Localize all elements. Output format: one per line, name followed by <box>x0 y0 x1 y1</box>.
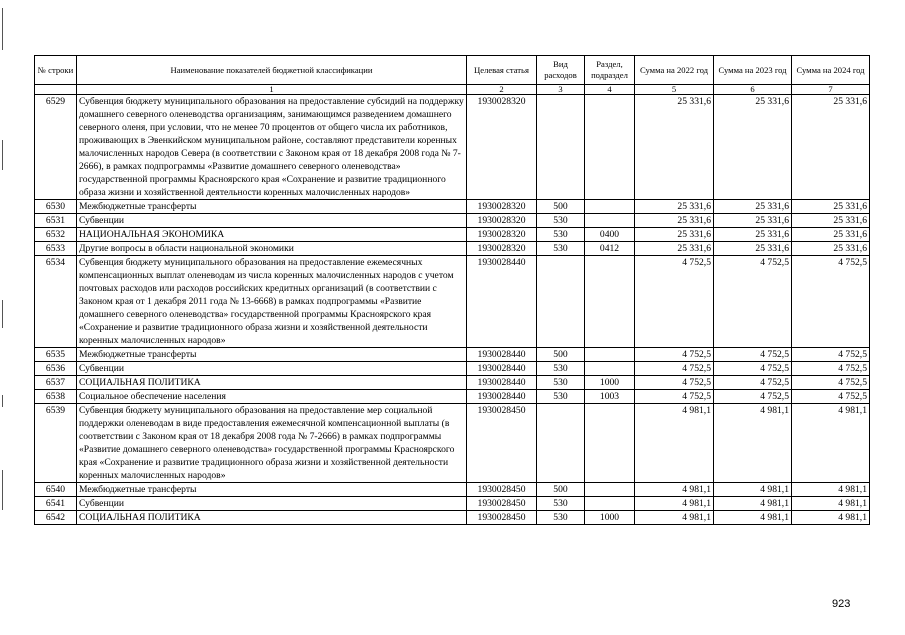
margin-scan-mark <box>2 395 3 407</box>
row-number: 6529 <box>35 95 77 200</box>
row-sum-2024: 25 331,6 <box>792 214 870 228</box>
page-number: 923 <box>832 598 851 610</box>
row-name: Субвенции <box>77 214 467 228</box>
table-row <box>35 348 870 362</box>
row-target-article: 1930028320 <box>467 214 537 228</box>
row-expense-kind: 530 <box>537 511 585 525</box>
row-section <box>585 362 635 376</box>
row-sum-2024: 4 752,5 <box>792 376 870 390</box>
row-sum-2024: 25 331,6 <box>792 95 870 200</box>
row-target-article: 1930028450 <box>467 497 537 511</box>
row-number: 6531 <box>35 214 77 228</box>
row-expense-kind <box>537 404 585 483</box>
row-expense-kind: 500 <box>537 483 585 497</box>
row-section <box>585 214 635 228</box>
row-sum-2024: 4 752,5 <box>792 390 870 404</box>
row-section <box>585 497 635 511</box>
row-target-article: 1930028320 <box>467 95 537 200</box>
row-expense-kind: 530 <box>537 390 585 404</box>
row-number: 6535 <box>35 348 77 362</box>
margin-scan-mark <box>2 470 3 510</box>
row-sum-2022: 4 752,5 <box>635 362 714 376</box>
row-expense-kind <box>537 256 585 348</box>
column-number <box>35 85 77 95</box>
column-number-row <box>35 85 870 95</box>
table-row <box>35 497 870 511</box>
row-sum-2022: 25 331,6 <box>635 242 714 256</box>
row-number: 6532 <box>35 228 77 242</box>
row-section: 1000 <box>585 376 635 390</box>
row-sum-2024: 4 752,5 <box>792 362 870 376</box>
table-row <box>35 404 870 483</box>
row-name: Субвенция бюджету муниципального образования на предоставление ежемесячных компенсационных выплат оленеводам из числа коренных малочисленных народов с учетом почтовых расходов или расходов российских кредитных организаций (в соответствии с Законом края от 1 декабря 2011 года № 13-6668) в рамках подпрограммы «Развитие домашнего северного оленеводства» государственной программы Красноярского края «Сохранение и развитие традиционного образа жизни и хозяйственной деятельности коренных малочисленных народов» <box>77 256 467 348</box>
row-target-article: 1930028450 <box>467 483 537 497</box>
row-number: 6530 <box>35 200 77 214</box>
row-sum-2022: 4 752,5 <box>635 348 714 362</box>
row-sum-2024: 4 752,5 <box>792 256 870 348</box>
row-name: Межбюджетные трансферты <box>77 483 467 497</box>
table-row <box>35 256 870 348</box>
row-number: 6534 <box>35 256 77 348</box>
row-sum-2022: 4 981,1 <box>635 404 714 483</box>
row-name: СОЦИАЛЬНАЯ ПОЛИТИКА <box>77 511 467 525</box>
row-number: 6540 <box>35 483 77 497</box>
column-number: 2 <box>467 85 537 95</box>
column-number: 4 <box>585 85 635 95</box>
table-row <box>35 228 870 242</box>
row-target-article: 1930028320 <box>467 242 537 256</box>
row-sum-2023: 25 331,6 <box>714 214 792 228</box>
row-sum-2024: 4 981,1 <box>792 483 870 497</box>
row-section: 0412 <box>585 242 635 256</box>
row-section <box>585 483 635 497</box>
row-target-article: 1930028320 <box>467 228 537 242</box>
table-row <box>35 390 870 404</box>
row-section: 0400 <box>585 228 635 242</box>
row-number: 6536 <box>35 362 77 376</box>
row-name: СОЦИАЛЬНАЯ ПОЛИТИКА <box>77 376 467 390</box>
row-sum-2024: 4 981,1 <box>792 511 870 525</box>
table-row <box>35 376 870 390</box>
row-target-article: 1930028440 <box>467 256 537 348</box>
row-sum-2022: 25 331,6 <box>635 200 714 214</box>
row-sum-2022: 4 981,1 <box>635 497 714 511</box>
row-expense-kind: 530 <box>537 497 585 511</box>
table-row <box>35 483 870 497</box>
row-target-article: 1930028320 <box>467 200 537 214</box>
table-row <box>35 242 870 256</box>
row-sum-2023: 4 752,5 <box>714 256 792 348</box>
row-sum-2023: 4 981,1 <box>714 511 792 525</box>
row-sum-2023: 25 331,6 <box>714 242 792 256</box>
row-sum-2024: 4 752,5 <box>792 348 870 362</box>
row-expense-kind: 500 <box>537 348 585 362</box>
row-number: 6542 <box>35 511 77 525</box>
table-row <box>35 200 870 214</box>
table-header <box>35 56 870 95</box>
row-number: 6538 <box>35 390 77 404</box>
header-sum-2024: Сумма на 2024 год <box>792 56 870 85</box>
header-name: Наименование показателей бюджетной классификации <box>77 56 467 85</box>
row-section: 1003 <box>585 390 635 404</box>
row-target-article: 1930028440 <box>467 376 537 390</box>
header-section: Раздел, подраздел <box>585 56 635 85</box>
row-section <box>585 200 635 214</box>
row-sum-2024: 4 981,1 <box>792 497 870 511</box>
row-sum-2022: 25 331,6 <box>635 228 714 242</box>
row-sum-2023: 4 752,5 <box>714 362 792 376</box>
row-section <box>585 404 635 483</box>
margin-scan-mark <box>2 140 3 170</box>
header-sum-2023: Сумма на 2023 год <box>714 56 792 85</box>
row-sum-2023: 25 331,6 <box>714 200 792 214</box>
row-sum-2024: 25 331,6 <box>792 242 870 256</box>
row-target-article: 1930028440 <box>467 390 537 404</box>
row-name: Социальное обеспечение населения <box>77 390 467 404</box>
row-sum-2022: 4 981,1 <box>635 511 714 525</box>
row-section <box>585 348 635 362</box>
row-name: НАЦИОНАЛЬНАЯ ЭКОНОМИКА <box>77 228 467 242</box>
row-section <box>585 256 635 348</box>
row-name: Субвенция бюджету муниципального образования на предоставление мер социальной поддержки оленеводам в виде предоставления ежемесячной компенсационной выплаты (в соответствии с Законом края от 18 декабря 2008 года № 7-2666) в рамках подпрограммы «Развитие домашнего северного оленеводства» государственной программы Красноярского края «Сохранение и развитие традиционного образа жизни и хозяйственной деятельности коренных малочисленных народов» <box>77 404 467 483</box>
row-sum-2023: 4 981,1 <box>714 497 792 511</box>
row-sum-2022: 4 752,5 <box>635 256 714 348</box>
table-body <box>35 95 870 525</box>
row-target-article: 1930028450 <box>467 404 537 483</box>
row-number: 6537 <box>35 376 77 390</box>
row-expense-kind <box>537 95 585 200</box>
margin-scan-mark <box>2 8 3 50</box>
column-number: 5 <box>635 85 714 95</box>
row-sum-2024: 25 331,6 <box>792 228 870 242</box>
row-expense-kind: 530 <box>537 376 585 390</box>
row-number: 6533 <box>35 242 77 256</box>
row-sum-2023: 4 981,1 <box>714 404 792 483</box>
row-sum-2023: 4 752,5 <box>714 390 792 404</box>
budget-table <box>34 55 870 525</box>
row-expense-kind: 530 <box>537 214 585 228</box>
row-sum-2022: 25 331,6 <box>635 95 714 200</box>
row-sum-2023: 25 331,6 <box>714 95 792 200</box>
table-row <box>35 362 870 376</box>
row-name: Субвенция бюджету муниципального образования на предоставление субсидий на поддержку домашнего северного оленеводства организациям, занимающимся разведением домашнего северного оленя, при условии, что не менее 70 процентов от общего числа их работников, проживающих в Эвенкийском муниципальном районе, составляют представители коренных малочисленных народов Севера (в соответствии с Законом края от 18 декабря 2008 года № 7-2666), в рамках подпрограммы «Развитие домашнего северного оленеводства» государственной программы Красноярского края «Сохранение и развитие традиционного образа жизни и хозяйственной деятельности коренных малочисленных народов» <box>77 95 467 200</box>
row-sum-2022: 4 981,1 <box>635 483 714 497</box>
row-sum-2022: 4 752,5 <box>635 376 714 390</box>
row-name: Межбюджетные трансферты <box>77 348 467 362</box>
row-name: Другие вопросы в области национальной экономики <box>77 242 467 256</box>
header-kind: Вид расходов <box>537 56 585 85</box>
row-section <box>585 95 635 200</box>
row-number: 6541 <box>35 497 77 511</box>
header-row-no: № строки <box>35 56 77 85</box>
row-sum-2022: 4 752,5 <box>635 390 714 404</box>
column-number: 7 <box>792 85 870 95</box>
table-row <box>35 511 870 525</box>
row-expense-kind: 530 <box>537 228 585 242</box>
header-target: Целевая статья <box>467 56 537 85</box>
row-sum-2024: 25 331,6 <box>792 200 870 214</box>
row-sum-2023: 25 331,6 <box>714 228 792 242</box>
row-sum-2023: 4 752,5 <box>714 376 792 390</box>
row-name: Субвенции <box>77 362 467 376</box>
row-number: 6539 <box>35 404 77 483</box>
row-target-article: 1930028450 <box>467 511 537 525</box>
row-expense-kind: 500 <box>537 200 585 214</box>
table-row <box>35 95 870 200</box>
column-number: 3 <box>537 85 585 95</box>
row-name: Межбюджетные трансферты <box>77 200 467 214</box>
row-sum-2022: 25 331,6 <box>635 214 714 228</box>
row-target-article: 1930028440 <box>467 348 537 362</box>
header-sum-2022: Сумма на 2022 год <box>635 56 714 85</box>
row-sum-2023: 4 981,1 <box>714 483 792 497</box>
column-number: 1 <box>77 85 467 95</box>
margin-scan-mark <box>2 300 3 328</box>
row-sum-2023: 4 752,5 <box>714 348 792 362</box>
row-section: 1000 <box>585 511 635 525</box>
row-target-article: 1930028440 <box>467 362 537 376</box>
row-sum-2024: 4 981,1 <box>792 404 870 483</box>
table-row <box>35 214 870 228</box>
column-number: 6 <box>714 85 792 95</box>
row-expense-kind: 530 <box>537 362 585 376</box>
row-name: Субвенции <box>77 497 467 511</box>
row-expense-kind: 530 <box>537 242 585 256</box>
